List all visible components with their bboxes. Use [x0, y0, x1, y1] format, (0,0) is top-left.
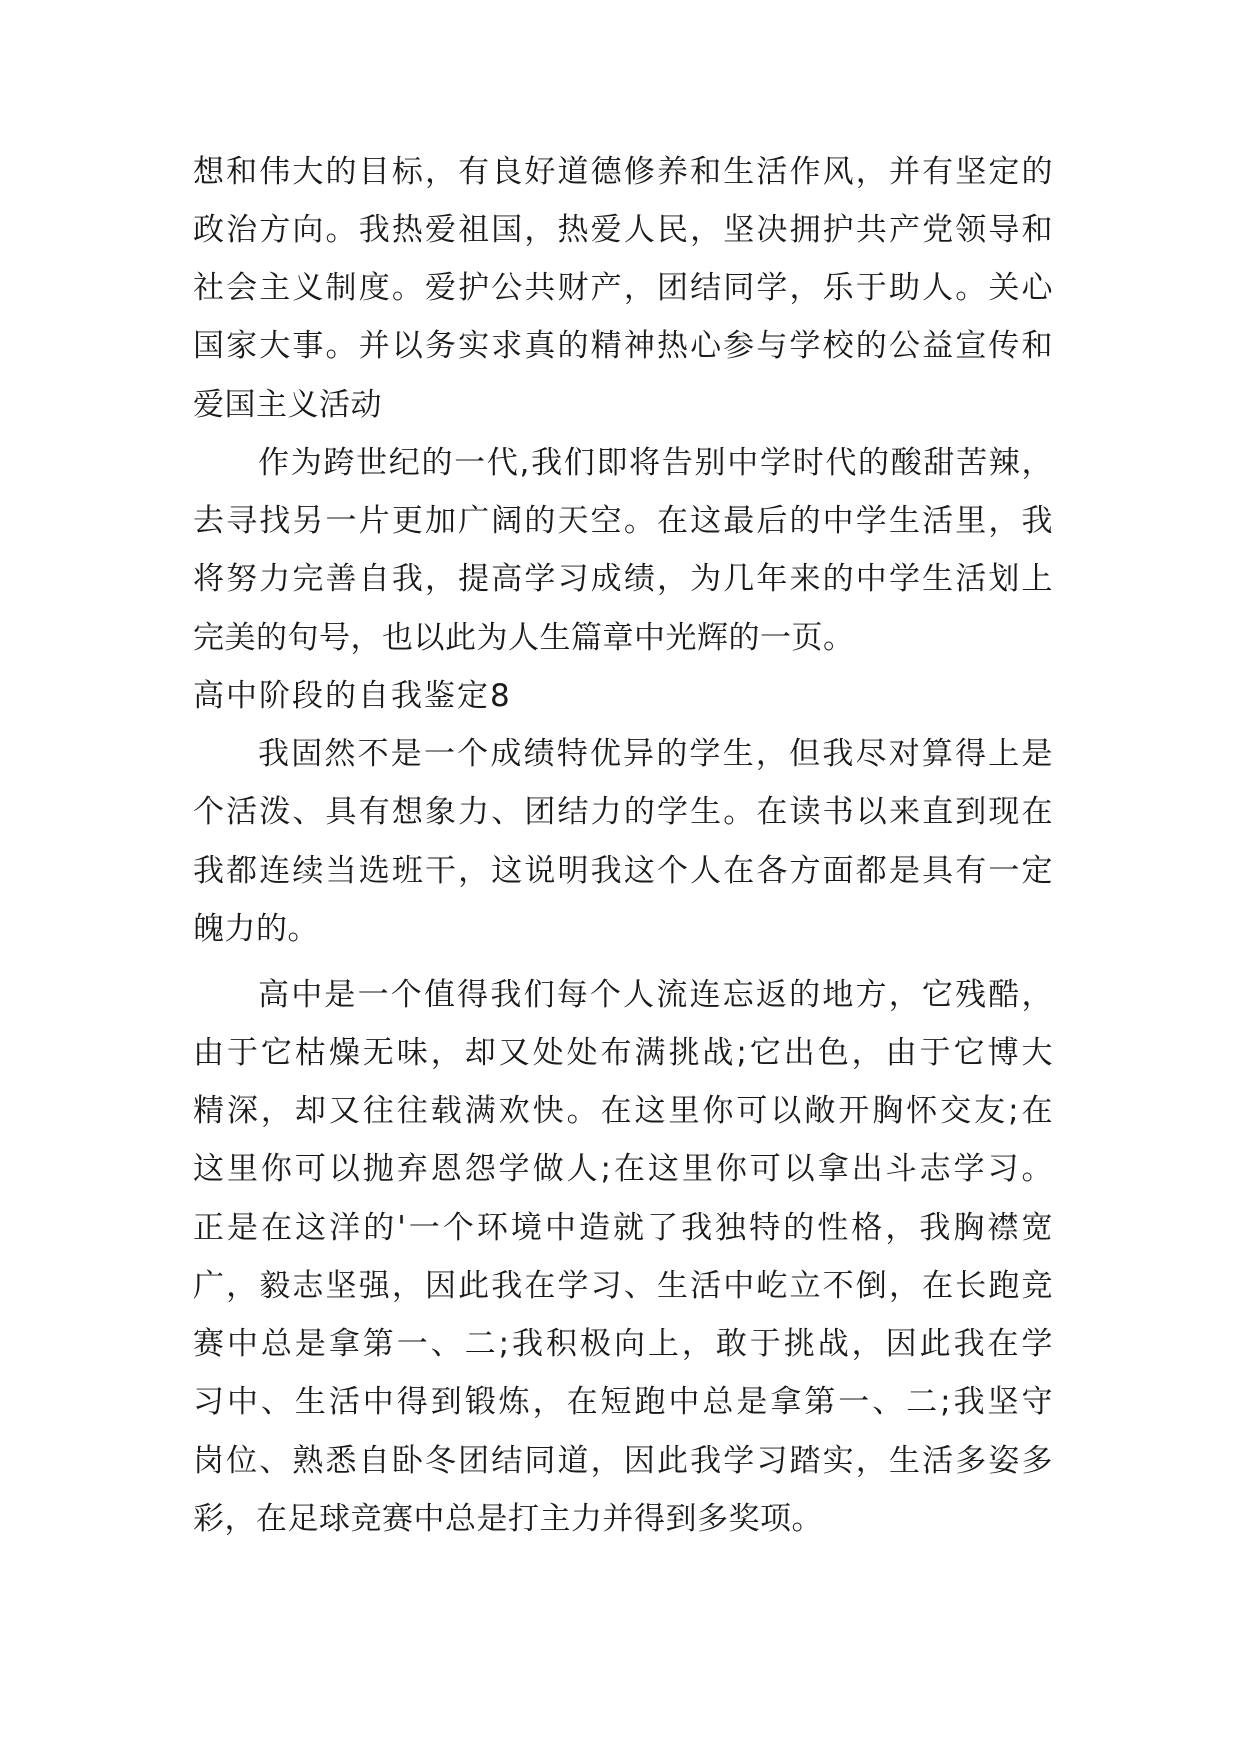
text-line: 个活泼、具有想象力、团结力的学生。在读书以来直到现在 [193, 794, 1053, 830]
text-line: 这里你可以抛弃恩怨学做人;在这里你可以拿出斗志学习。 [193, 1151, 1053, 1187]
text-line: 社会主义制度。爱护公共财产，团结同学，乐于助人。关心 [193, 270, 1053, 306]
text-line: 赛中总是拿第一、二;我积极向上，敢于挑战，因此我在学 [193, 1326, 1053, 1362]
text-line: 国家大事。并以务实求真的精神热心参与学校的公益宣传和 [193, 328, 1053, 364]
text-line: 彩，在足球竞赛中总是打主力并得到多奖项。 [193, 1501, 823, 1537]
text-line: 政治方向。我热爱祖国，热爱人民，坚决拥护共产党领导和 [193, 212, 1053, 248]
text-line: 爱国主义活动 [193, 387, 382, 423]
text-line: 去寻找另一片更加广阔的天空。在这最后的中学生活里，我 [193, 503, 1053, 539]
text-line: 魄力的。 [193, 911, 319, 947]
paragraph-first-line: 高中是一个值得我们每个人流连忘返的地方，它残酷， [258, 977, 1053, 1013]
text-line: 想和伟大的目标，有良好道德修养和生活作风，并有坚定的 [193, 154, 1053, 190]
text-line: 岗位、熟悉自卧冬团结同道，因此我学习踏实，生活多姿多 [193, 1443, 1053, 1479]
text-line: 正是在这洋的'一个环境中造就了我独特的性格，我胸襟宽 [193, 1210, 1053, 1246]
paragraph-first-line: 我固然不是一个成绩特优异的学生，但我尽对算得上是 [258, 736, 1053, 772]
text-line: 由于它枯燥无味，却又处处布满挑战;它出色，由于它博大 [193, 1035, 1053, 1071]
section-heading: 高中阶段的自我鉴定8 [193, 678, 512, 714]
text-line: 我都连续当选班干，这说明我这个人在各方面都是具有一定 [193, 853, 1053, 889]
text-line: 习中、生活中得到锻炼，在短跑中总是拿第一、二;我坚守 [193, 1384, 1053, 1420]
text-line: 广，毅志坚强，因此我在学习、生活中屹立不倒，在长跑竞 [193, 1268, 1053, 1304]
paragraph-first-line: 作为跨世纪的一代,我们即将告别中学时代的酸甜苦辣， [258, 445, 1053, 481]
text-line: 完美的句号，也以此为人生篇章中光辉的一页。 [193, 620, 855, 656]
text-line: 精深，却又往往载满欢快。在这里你可以敞开胸怀交友;在 [193, 1093, 1053, 1129]
text-line: 将努力完善自我，提高学习成绩，为几年来的中学生活划上 [193, 561, 1053, 597]
